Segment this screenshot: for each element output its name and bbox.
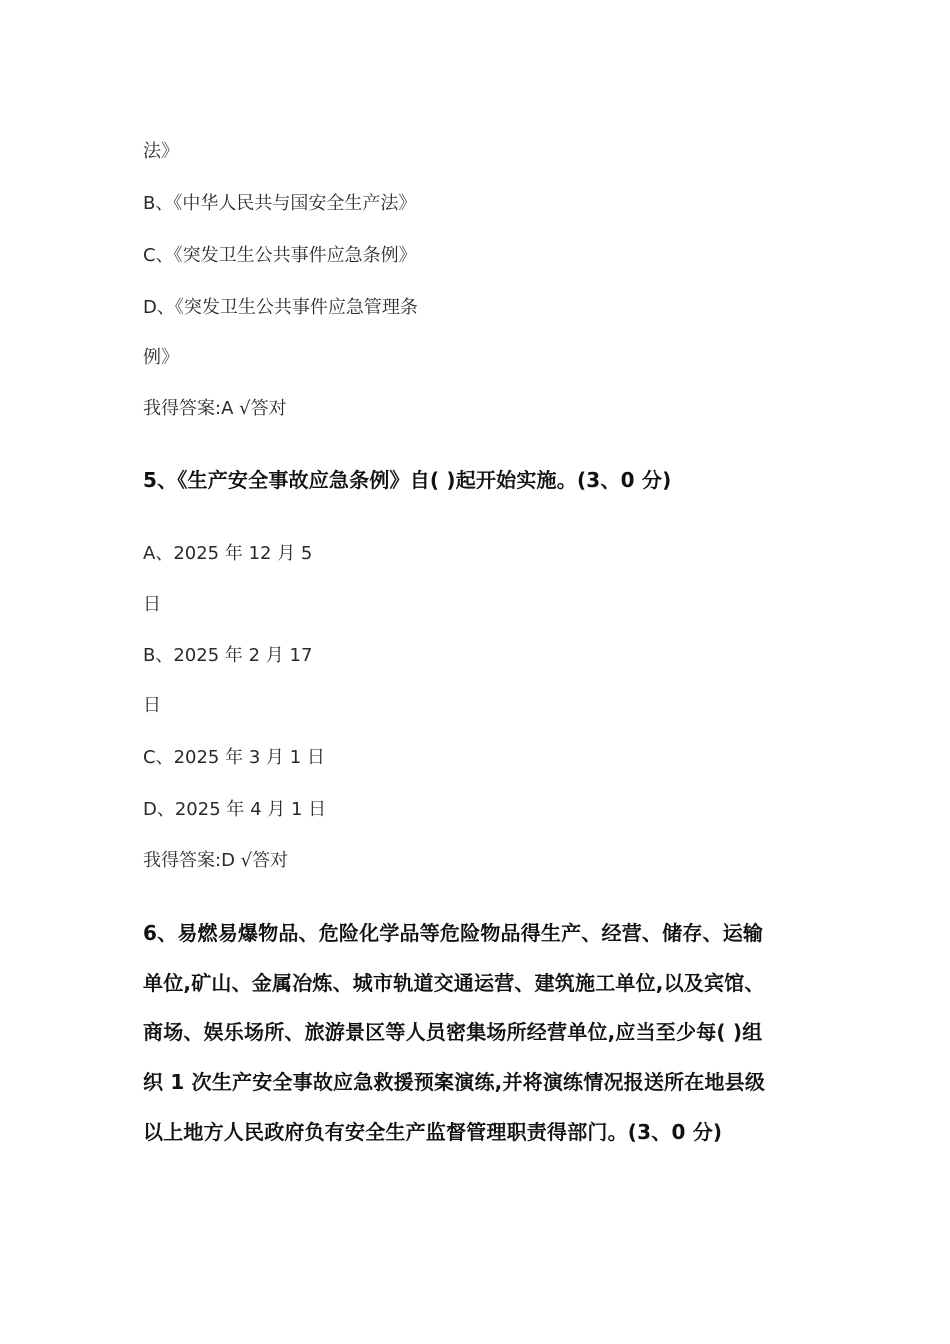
q5-option-d: D、2025 年 4 月 1 日 bbox=[143, 799, 327, 820]
q5-option-b-line1: B、2025 年 2 月 17 bbox=[143, 645, 313, 666]
q6-question-line: 织 1 次生产安全事故应急救援预案演练,并将演练情况报送所在地县级 bbox=[143, 1070, 766, 1094]
q5-answer: 我得答案:D √答对 bbox=[143, 850, 289, 871]
q5-option-a-line1: A、2025 年 12 月 5 bbox=[143, 543, 313, 564]
q5-option-b-line2: 日 bbox=[143, 695, 161, 716]
q5-question: 5、《生产安全事故应急条例》自( )起开始实施。(3、0 分) bbox=[143, 468, 672, 492]
q6-question-line: 6、易燃易爆物品、危险化学品等危险物品得生产、经营、储存、运输 bbox=[143, 921, 764, 945]
q4-option-c: C、《突发卫生公共事件应急条例》 bbox=[143, 245, 417, 266]
q4-option-a-continuation: 法》 bbox=[143, 141, 179, 162]
q4-option-d-line2: 例》 bbox=[143, 347, 179, 368]
q5-option-c: C、2025 年 3 月 1 日 bbox=[143, 747, 325, 768]
q6-question-line: 以上地方人民政府负有安全生产监督管理职责得部门。(3、0 分) bbox=[143, 1120, 723, 1144]
q4-answer: 我得答案:A √答对 bbox=[143, 398, 287, 419]
q6-question-line: 单位,矿山、金属冶炼、城市轨道交通运营、建筑施工单位,以及宾馆、 bbox=[143, 971, 765, 995]
q4-option-b: B、《中华人民共与国安全生产法》 bbox=[143, 193, 417, 214]
q6-question-line: 商场、娱乐场所、旅游景区等人员密集场所经营单位,应当至少每( )组 bbox=[143, 1020, 763, 1044]
q4-option-d-line1: D、《突发卫生公共事件应急管理条 bbox=[143, 297, 418, 318]
q5-option-a-line2: 日 bbox=[143, 594, 161, 615]
